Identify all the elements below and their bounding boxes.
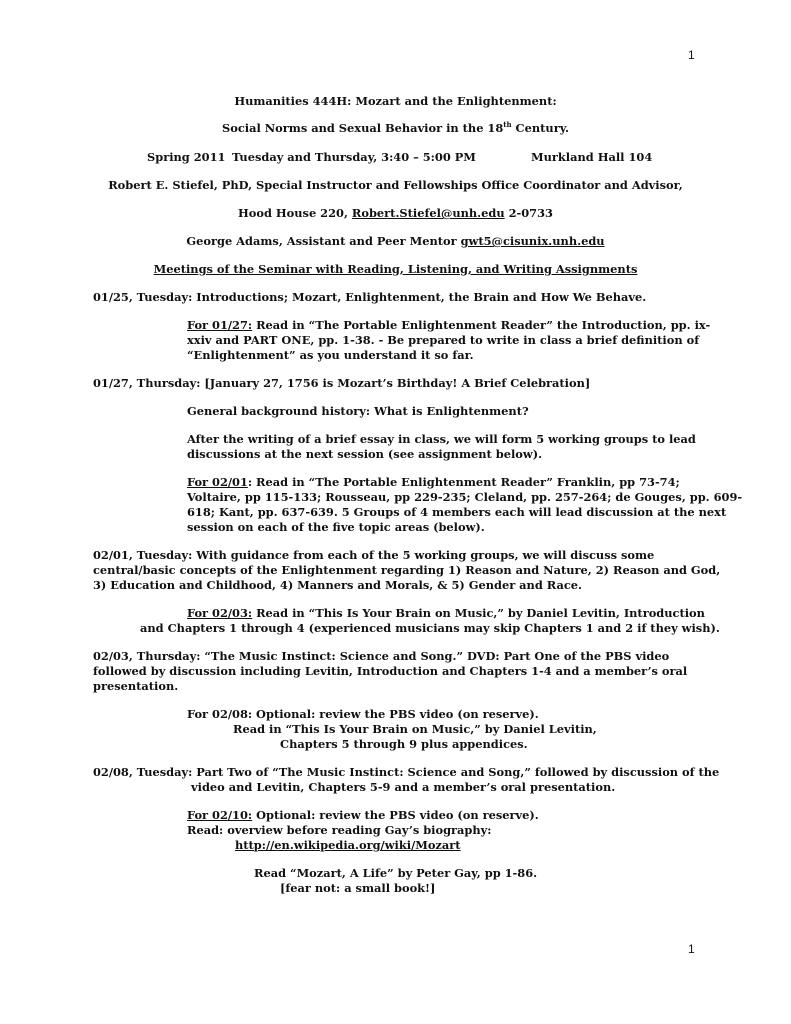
course-subtitle <box>0 121 791 136</box>
assignment-text: Read in “This Is Your Brain on Music,” by Daniel Levitin, Introduction <box>252 606 705 620</box>
assignment-0127-line2: xxiv and PART ONE, pp. 1-38. - Be prepared to write in class a brief definition of <box>187 333 700 347</box>
mentor-line <box>0 234 791 249</box>
page-number-top: 1 <box>688 48 695 62</box>
assignment-0201-line3: 618; Kant, pp. 637-639. 5 Groups of 4 members each will lead discussion at the next <box>187 505 727 519</box>
mentor-name: George Adams, Assistant and Peer Mentor <box>186 234 461 248</box>
office-line <box>0 206 791 221</box>
assignment-0208-line1: For 02/08: Optional: review the PBS video (on reserve). <box>187 707 539 721</box>
entry-0203-line1: 02/03, Thursday: “The Music Instinct: Science and Song.” DVD: Part One of the PBS video <box>93 649 670 663</box>
assignment-label: For 02/01 <box>187 475 248 489</box>
assignment-label: For 02/10: <box>187 808 253 822</box>
working-groups-line1: After the writing of a brief essay in class, we will form 5 working groups to lead <box>187 432 696 446</box>
assignment-text: Optional: review the PBS video (on reserve). <box>252 808 539 822</box>
office-phone: 2-0733 <box>504 206 553 220</box>
assignment-0127-line3: “Enlightenment” as you understand it so far. <box>187 348 474 362</box>
gay-reading: Read “Mozart, A Life” by Peter Gay, pp 1-86. <box>254 866 538 880</box>
assignment-0201-line4: session on each of the five topic areas (below). <box>187 520 485 534</box>
instructor-email-link[interactable]: Robert.Stiefel@unh.edu <box>351 206 505 220</box>
subtitle-suffix: Century. <box>511 121 569 135</box>
course-title: Humanities 444H: Mozart and the Enlightenment: <box>234 94 557 108</box>
assignment-0203-line2: and Chapters 1 through 4 (experienced musicians may skip Chapters 1 and 2 if they wish). <box>140 621 720 635</box>
assignment-0208-line2: Read in “This Is Your Brain on Music,” by Daniel Levitin, <box>233 722 597 736</box>
entry-0127: 01/27, Thursday: [January 27, 1756 is Mozart’s Birthday! A Brief Celebration] <box>93 376 591 390</box>
assignment-text: : Read in “The Portable Enlightenment Reader” Franklin, pp 73-74; <box>247 475 680 489</box>
entry-0208-line1: 02/08, Tuesday: Part Two of “The Music Instinct: Science and Song,” followed by discussion of the <box>93 765 720 779</box>
page-number-bottom: 1 <box>688 942 695 956</box>
assignment-0210 <box>187 808 539 823</box>
section-heading: Meetings of the Seminar with Reading, Listening, and Writing Assignments <box>153 262 638 276</box>
office-location: Hood House 220, <box>238 206 352 220</box>
entry-0203-line2: followed by discussion including Levitin, Introduction and Chapters 1-4 and a member’s oral <box>93 664 688 678</box>
entry-0201-line1: 02/01, Tuesday: With guidance from each of the 5 working groups, we will discuss some <box>93 548 655 562</box>
entry-0201-line2: central/basic concepts of the Enlightenment regarding 1) Reason and Nature, 2) Reason and God, <box>93 563 721 577</box>
assignment-0201 <box>187 475 680 490</box>
assignment-0201-line2: Voltaire, pp 115-133; Rousseau, pp 229-235; Cleland, pp. 257-264; de Gouges, pp. 609- <box>187 490 743 504</box>
subtitle-text: Social Norms and Sexual Behavior in the 18 <box>222 121 504 135</box>
background-history: General background history: What is Enlightenment? <box>187 404 529 418</box>
assignment-0127 <box>187 318 710 333</box>
location: Murkland Hall 104 <box>531 150 653 164</box>
entry-0201-line3: 3) Education and Childhood, 4) Manners and Morals, & 5) Gender and Race. <box>93 578 583 592</box>
entry-0125: 01/25, Tuesday: Introductions; Mozart, Enlightenment, the Brain and How We Behave. <box>93 290 647 304</box>
working-groups-line2: discussions at the next session (see assignment below). <box>187 447 543 461</box>
term: Spring 2011 <box>147 150 226 164</box>
assignment-label: For 01/27: <box>187 318 253 332</box>
mentor-email-link[interactable]: gwt5@cisunix.unh.edu <box>460 234 605 248</box>
assignment-0208-line3: Chapters 5 through 9 plus appendices. <box>280 737 528 751</box>
entry-0203-line3: presentation. <box>93 679 179 693</box>
schedule: Tuesday and Thursday, 3:40 – 5:00 PM <box>232 150 476 164</box>
overview-reading: Read: overview before reading Gay’s biography: <box>187 823 492 837</box>
subtitle-superscript: th <box>503 120 512 130</box>
assignment-text: Read in “The Portable Enlightenment Reader” the Introduction, pp. ix- <box>252 318 711 332</box>
instructor-line: Robert E. Stiefel, PhD, Special Instructor and Fellowships Office Coordinator and Advisor, <box>108 178 683 192</box>
fear-note: [fear not: a small book!] <box>280 881 436 895</box>
assignment-label: For 02/03: <box>187 606 253 620</box>
entry-0208-line2: video and Levitin, Chapters 5-9 and a member’s oral presentation. <box>191 780 616 794</box>
wikipedia-link[interactable]: http://en.wikipedia.org/wiki/Mozart <box>235 838 461 852</box>
assignment-0203 <box>187 606 705 621</box>
